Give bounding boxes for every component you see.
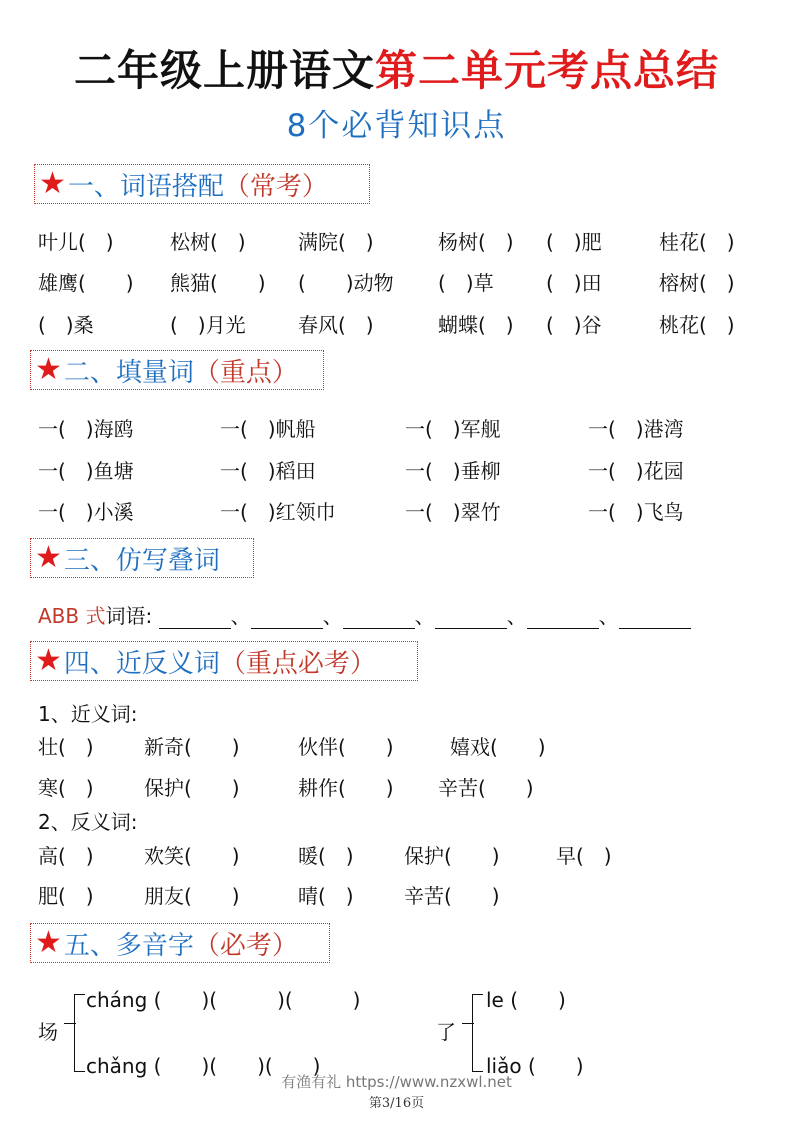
abb-line: [38, 600, 691, 629]
s1-item: 满院( ): [298, 230, 374, 254]
answer-blank[interactable]: [619, 610, 691, 629]
page-subtitle: 8个必背知识点: [286, 108, 507, 144]
star-icon: ★: [35, 352, 62, 387]
s2-item: 一( )翠竹: [405, 500, 501, 524]
section-5-tag: （必考）: [193, 930, 298, 961]
section-1-tag: （常考）: [223, 171, 328, 202]
s1-item: 松树( ): [170, 230, 246, 254]
separator: 、: [230, 604, 251, 628]
answer-blank[interactable]: [435, 610, 507, 629]
s1-item: 榕树( ): [659, 271, 735, 295]
section-5-title: 五、多音字: [63, 930, 194, 961]
s1-item: 蝴蝶( ): [438, 313, 514, 337]
s2-item: 一( )花园: [588, 459, 684, 483]
s4-syn-item: 嬉戏( ): [450, 735, 546, 759]
section-2-tag: （重点）: [193, 357, 298, 388]
polyphone-reading: chǎng ( )( )( ): [86, 1054, 321, 1078]
s4-ant-item: 暖( ): [298, 844, 354, 868]
title-part-1: 二年级上册语文: [73, 46, 375, 95]
separator: 、: [506, 604, 527, 628]
s1-item: ( )草: [438, 271, 494, 295]
page-number: 第3/16页: [368, 1096, 425, 1111]
star-icon: ★: [35, 540, 62, 575]
s4-syn-item: 伙伴( ): [298, 735, 394, 759]
s2-item: 一( )鱼塘: [38, 459, 134, 483]
synonym-label: 1、近义词:: [38, 702, 138, 726]
answer-blank[interactable]: [343, 610, 415, 629]
s2-item: 一( )稻田: [220, 459, 316, 483]
polyphone-char-chang: 场: [38, 1020, 58, 1044]
section-5-header: [30, 923, 330, 963]
s4-syn-item: 壮( ): [38, 735, 94, 759]
s1-item: 雄鹰( ): [38, 271, 134, 295]
s4-ant-item: 高( ): [38, 844, 94, 868]
s4-ant-item: 肥( ): [38, 884, 94, 908]
s1-item: 叶儿( ): [38, 230, 114, 254]
brace-tip: [462, 1023, 474, 1024]
section-2-title: 二、填量词: [63, 357, 194, 388]
section-2-header: [30, 350, 324, 390]
s2-item: 一( )港湾: [588, 417, 684, 441]
s1-item: ( )田: [546, 271, 602, 295]
s1-item: 熊猫( ): [170, 271, 266, 295]
s1-item: 春风( ): [298, 313, 374, 337]
s4-ant-item: 辛苦( ): [404, 884, 500, 908]
abb-text: 词语:: [105, 604, 153, 628]
s4-ant-item: 欢笑( ): [144, 844, 240, 868]
s2-item: 一( )红领巾: [220, 500, 336, 524]
star-icon: ★: [35, 643, 62, 678]
section-4-title: 四、近反义词: [63, 648, 220, 679]
star-icon: ★: [39, 166, 66, 201]
s2-item: 一( )飞鸟: [588, 500, 684, 524]
s1-item: 杨树( ): [438, 230, 514, 254]
s4-syn-item: 辛苦( ): [438, 776, 534, 800]
s2-item: 一( )小溪: [38, 500, 134, 524]
separator: 、: [598, 604, 619, 628]
section-3-title: 三、仿写叠词: [63, 545, 220, 576]
s1-item: 桃花( ): [659, 313, 735, 337]
s1-item: ( )动物: [298, 271, 394, 295]
section-4-header: [30, 641, 418, 681]
separator: 、: [414, 604, 435, 628]
watermark: 有渔有礼 https://www.nzxwl.net: [281, 1073, 512, 1091]
s4-syn-item: 保护( ): [144, 776, 240, 800]
polyphone-reading: le ( ): [486, 988, 566, 1012]
separator: 、: [322, 604, 343, 628]
antonym-label: 2、反义词:: [38, 810, 138, 834]
s2-item: 一( )海鸥: [38, 417, 134, 441]
s4-syn-item: 耕作( ): [298, 776, 394, 800]
star-icon: ★: [35, 925, 62, 960]
brace: [472, 994, 483, 1072]
s1-item: ( )肥: [546, 230, 602, 254]
answer-blank[interactable]: [251, 610, 323, 629]
s1-item: ( )桑: [38, 313, 94, 337]
section-4-tag: （重点必考）: [219, 648, 376, 679]
polyphone-char-le: 了: [436, 1020, 456, 1044]
section-1-header: [34, 164, 370, 204]
s4-ant-item: 早( ): [556, 844, 612, 868]
s2-item: 一( )垂柳: [405, 459, 501, 483]
s4-ant-item: 保护( ): [404, 844, 500, 868]
s2-item: 一( )帆船: [220, 417, 316, 441]
s4-ant-item: 晴( ): [298, 884, 354, 908]
s4-syn-item: 新奇( ): [144, 735, 240, 759]
brace: [74, 994, 85, 1072]
section-3-header: [30, 538, 254, 578]
s4-syn-item: 寒( ): [38, 776, 94, 800]
s1-item: 桂花( ): [659, 230, 735, 254]
s1-item: ( )月光: [170, 313, 246, 337]
s1-item: ( )谷: [546, 313, 602, 337]
answer-blank[interactable]: [159, 610, 231, 629]
s4-ant-item: 朋友( ): [144, 884, 240, 908]
brace-tip: [64, 1023, 76, 1024]
polyphone-reading: cháng ( )( )( ): [86, 988, 361, 1012]
title-part-2: 第二单元考点总结: [375, 46, 720, 95]
s2-item: 一( )军舰: [405, 417, 501, 441]
answer-blank[interactable]: [527, 610, 599, 629]
abb-label: ABB 式: [38, 604, 106, 628]
page-title: [0, 38, 793, 98]
section-1-title: 一、词语搭配: [67, 171, 224, 202]
polyphone-reading: liǎo ( ): [486, 1054, 584, 1078]
